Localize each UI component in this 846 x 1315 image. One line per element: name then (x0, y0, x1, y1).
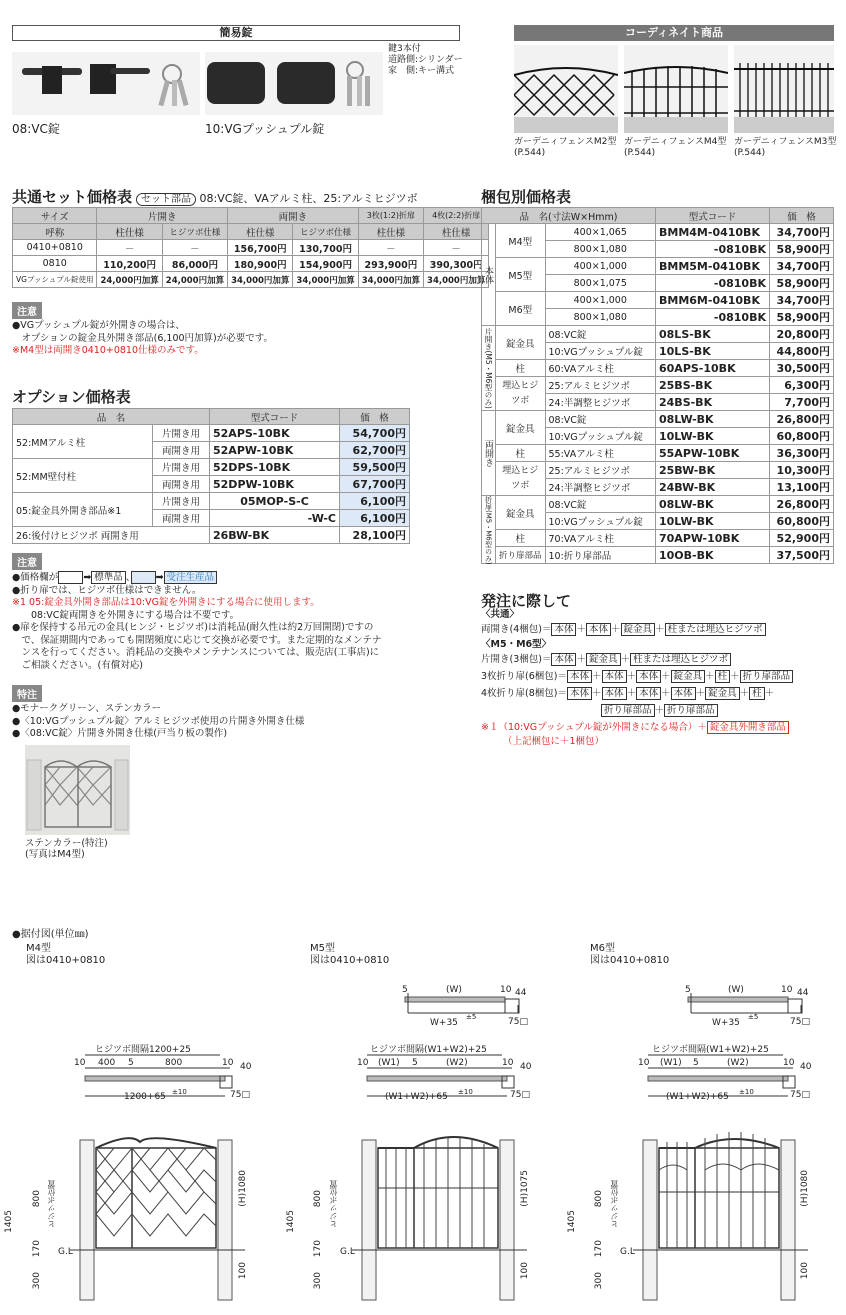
note2-label: 注意 (12, 553, 42, 570)
m6-model-label: M6型 図は0410+0810 (590, 943, 670, 966)
table-row: 0810 110,200円 86,000円 180,900円 154,900円 293,900円 390,300円 (13, 256, 489, 272)
vg-lock-image (205, 52, 383, 115)
stencolor-gate-image (25, 745, 130, 835)
fence-m4-photo (624, 45, 728, 133)
table-row: 埋込ヒジツボ 25:アルミヒジツボ 25BS-BK 6,300円 (482, 377, 834, 394)
table-row: 両開き用 -W-C 6,100円 (13, 510, 410, 527)
table-row: 24:半調整ヒジツボ 24BW-BK 13,100円 (482, 479, 834, 496)
note1-label: 注意 (12, 302, 42, 319)
table-row: 本体 M4型 400×1,065 BMM4M-0410BK 34,700円 (482, 224, 834, 241)
fence-m3-caption: ガーデニィフェンスM3型 (P.544) (734, 137, 837, 158)
m5-gate-drawing (352, 1130, 532, 1310)
stencolor-photo (25, 745, 130, 835)
vg-lock-photo (205, 52, 383, 115)
option-title: オプション価格表 (12, 388, 131, 406)
caption-08-vc: 08:VC錠 (12, 122, 60, 136)
fence-m4-image (624, 45, 728, 133)
table-row: 折扉(M5・M6型のみ) 錠金具 08:VC錠 08LW-BK 26,800円 (482, 496, 834, 513)
table-row: 10:VGプッシュプル錠 10LW-BK 60,800円 (482, 513, 834, 530)
fence-m3-photo (734, 45, 834, 133)
fence-m2-image (514, 45, 618, 133)
table-row: 両開き用 52APW-10BK 62,700円 (13, 442, 410, 459)
table-row: 柱 60:VAアルミ柱 60APS-10BK 30,500円 (482, 360, 834, 377)
table-row: 24:半調整ヒジツボ 24BS-BK 7,700円 (482, 394, 834, 411)
set-price-title: 共通セット価格表 セット部品 08:VC錠、VAアルミ柱、25:アルミヒジツボ (12, 188, 418, 206)
m4-gate-drawing (70, 1130, 250, 1310)
lock-section-title: 簡易錠 (12, 25, 460, 41)
drawings-title: ●据付図(単位㎜) (12, 929, 89, 940)
table-row: VGプッシュプル錠使用 24,000円加算 24,000円加算 34,000円加算 34,000円加算 34,000円加算 34,000円加算 (13, 272, 489, 288)
fence-m3-image (734, 45, 834, 133)
table-row: 26:後付けヒジツボ 両開き用 26BW-BK 28,100円 (13, 527, 410, 544)
table-row: M6型 400×1,000 BMM6M-0410BK 34,700円 (482, 292, 834, 309)
coordinate-title: コーディネイト商品 (514, 25, 834, 41)
set-price-table: サイズ 片開き 両開き 3枚(1:2)折扉 4枚(2:2)折扉 呼称 柱仕様 ヒジツボ仕様 柱仕様 ヒジツボ仕様 柱仕様 柱仕様 0410+0810 － － 156,700円 130,700円 － － 0810 110,200円 86,000円 180,900円 154,900円 293,900円 390,300円 VGプッシュプル錠使用 24,000円加算 24,000円加算 34,000円加算 34,000円加算 34,000円加算 34,000円加算 (12, 207, 489, 288)
table-row: M5型 400×1,000 BMM5M-0410BK 34,700円 (482, 258, 834, 275)
table-row: 10:VGプッシュプル錠 10LW-BK 60,800円 (482, 428, 834, 445)
vc-lock-image (12, 52, 200, 115)
fence-m2-photo (514, 45, 618, 133)
table-row: 800×1,080 -0810BK 58,900円 (482, 241, 834, 258)
note1-text: ●VGプッシュプル錠が外開きの場合は、 オプションの錠金具外開き部品(6,100円加算)が必要です。 ※M4型は両開き0410+0810仕様のみです。 (12, 320, 273, 356)
stencolor-caption: ステンカラー(特注) (写真はM4型) (25, 838, 108, 860)
special-label: 特注 (12, 685, 42, 702)
table-row: 埋込ヒジツボ 25:アルミヒジツボ 25BW-BK 10,300円 (482, 462, 834, 479)
lock-note: 鍵3本付 道路側:シリンダー 家 側:キー溝式 (388, 44, 463, 76)
m5-model-label: M5型 図は0410+0810 (310, 943, 390, 966)
table-row: 両開き用 52DPW-10BK 67,700円 (13, 476, 410, 493)
fence-m2-caption: ガーデニィフェンスM2型 (P.544) (514, 137, 617, 158)
table-row: 10:VGプッシュプル錠 10LS-BK 44,800円 (482, 343, 834, 360)
pack-title: 梱包別価格表 (481, 188, 572, 206)
table-row: 800×1,080 -0810BK 58,900円 (482, 309, 834, 326)
table-row: 800×1,075 -0810BK 58,900円 (482, 275, 834, 292)
table-row: 片開き(M5・M6型のみ) 錠金具 08:VC錠 08LS-BK 20,800円 (482, 326, 834, 343)
table-row: 柱 55:VAアルミ柱 55APW-10BK 36,300円 (482, 445, 834, 462)
m6-gate-drawing (633, 1130, 813, 1310)
option-table: 品 名 型式コード 価 格 52:MMアルミ柱 片開き用 52APS-10BK 54,700円 両開き用 52APW-10BK 62,700円 52:MM壁付柱 片開き用 52DPS-10BK 59,500円 両開き用 52DPW-10BK 67,700円 05:錠金具外開き部品※1 片開き用 05MOP-S-C 6,100円 両開き用 -W-C 6,100円 26:後付けヒジツボ 両開き用 26BW-BK 28,100円 (12, 408, 410, 544)
pack-table: 品 名(寸法W×Hmm) 型式コード 価 格 本体 M4型 400×1,065 BMM4M-0410BK 34,700円 800×1,080 -0810BK 58,900円 M5型 400×1,000 BMM5M-0410BK 34,700円 800×1,075 -0810BK 58,900円 M6型 400×1,000 BMM6M-0410BK 34,700円 800×1,080 -0810BK 58,900円 片開き(M5・M6型のみ) 錠金具 08:VC錠 08LS-BK 20,800円 10:VGプッシュプル錠 10LS-BK 44,800円 柱 60:VAアルミ柱 60APS-10BK 30,500円 埋込ヒジツボ 25:アルミヒジツボ 25BS-BK 6,300円 24:半調整ヒジツボ 24BS-BK 7,700円 両開き 錠金具 08:VC錠 08LW-BK 26,800円 10:VGプッシュプル錠 10LW-BK 60,800円 柱 55:VAアルミ柱 55APW-10BK 36,300円 埋込ヒジツボ 25:アルミヒジツボ 25BW-BK 10,300円 24:半調整ヒジツボ 24BW-BK 13,100円 折扉(M5・M6型のみ) 錠金具 08:VC錠 08LW-BK 26,800円 10:VGプッシュプル錠 10LW-BK 60,800円 柱 70:VAアルミ柱 70APW-10BK 52,900円 折り扉部品 10:折り扉部品 10OB-BK 37,500円 (481, 207, 834, 564)
order-title: 発注に際して (481, 592, 572, 610)
table-row: 52:MMアルミ柱 片開き用 52APS-10BK 54,700円 (13, 425, 410, 442)
table-row: 折り扉部品 10:折り扉部品 10OB-BK 37,500円 (482, 547, 834, 564)
table-row: 05:錠金具外開き部品※1 片開き用 05MOP-S-C 6,100円 (13, 493, 410, 510)
table-row: 両開き 錠金具 08:VC錠 08LW-BK 26,800円 (482, 411, 834, 428)
special-text: ●モナークグリーン、ステンカラー ●〈10:VGプッシュプル錠〉アルミヒジツボ使用の片開き外開き仕様 ●〈08:VC錠〉片開き外開き仕様(戸当り板の製作) (12, 703, 305, 739)
vc-lock-photo (12, 52, 200, 115)
order-text: 〈共通〉 両開き(4梱包)＝ 本体 ＋ 本体 ＋ 錠金具 ＋ 柱または埋込ヒジツボ 〈M5・M6型〉 片開き(3梱包)＝ 本体 ＋ 錠金具 ＋ 柱または埋込ヒジツボ 3枚折り扉(6梱包)＝ 本体 ＋ 本体 ＋ 本体 ＋ 錠金具 ＋ 柱 ＋ 折り扉部品 4枚折り扉(8梱包)＝ 本体 ＋ 本体 ＋ 本体 ＋ 本体 ＋ 錠金具 ＋ 柱 ＋ 折り扉部品 ＋ 折り扉部品 ※１（10:VGプッシュプル錠が外開きになる場合）＋ 錠金具外開き部品 （上記梱包に＋1梱包） (481, 608, 793, 748)
caption-10-vg: 10:VGプッシュプル錠 (205, 122, 325, 136)
table-row: 柱 70:VAアルミ柱 70APW-10BK 52,900円 (482, 530, 834, 547)
m4-model-label: M4型 図は0410+0810 (26, 943, 106, 966)
table-row: 52:MM壁付柱 片開き用 52DPS-10BK 59,500円 (13, 459, 410, 476)
fence-m4-caption: ガーデニィフェンスM4型 (P.544) (624, 137, 727, 158)
note2-text: ●価格欄が ➡ 標準品 、 ➡ 受注生産品 ●折り扉では、ヒジツボ仕様はできません。 ※1 05:錠金具外開き部品は10:VG錠を外開きにする場合に使用します。 08:VC錠両開きを外開きにする場合は不要です。 ●扉を保持する吊元の金具(ヒンジ・ヒジツボ)は消耗品(耐久性は約2万回開閉)ですの で、保証期間内であっても開閉頻度に応じて交換が必要です。また定期的なメンテナ ンスを行ってください。消耗品の交換やメンテナンスについては、販売店(工事店)に ご相談ください。(有償対応) (12, 572, 382, 671)
table-row: 0410+0810 － － 156,700円 130,700円 － － (13, 240, 489, 256)
